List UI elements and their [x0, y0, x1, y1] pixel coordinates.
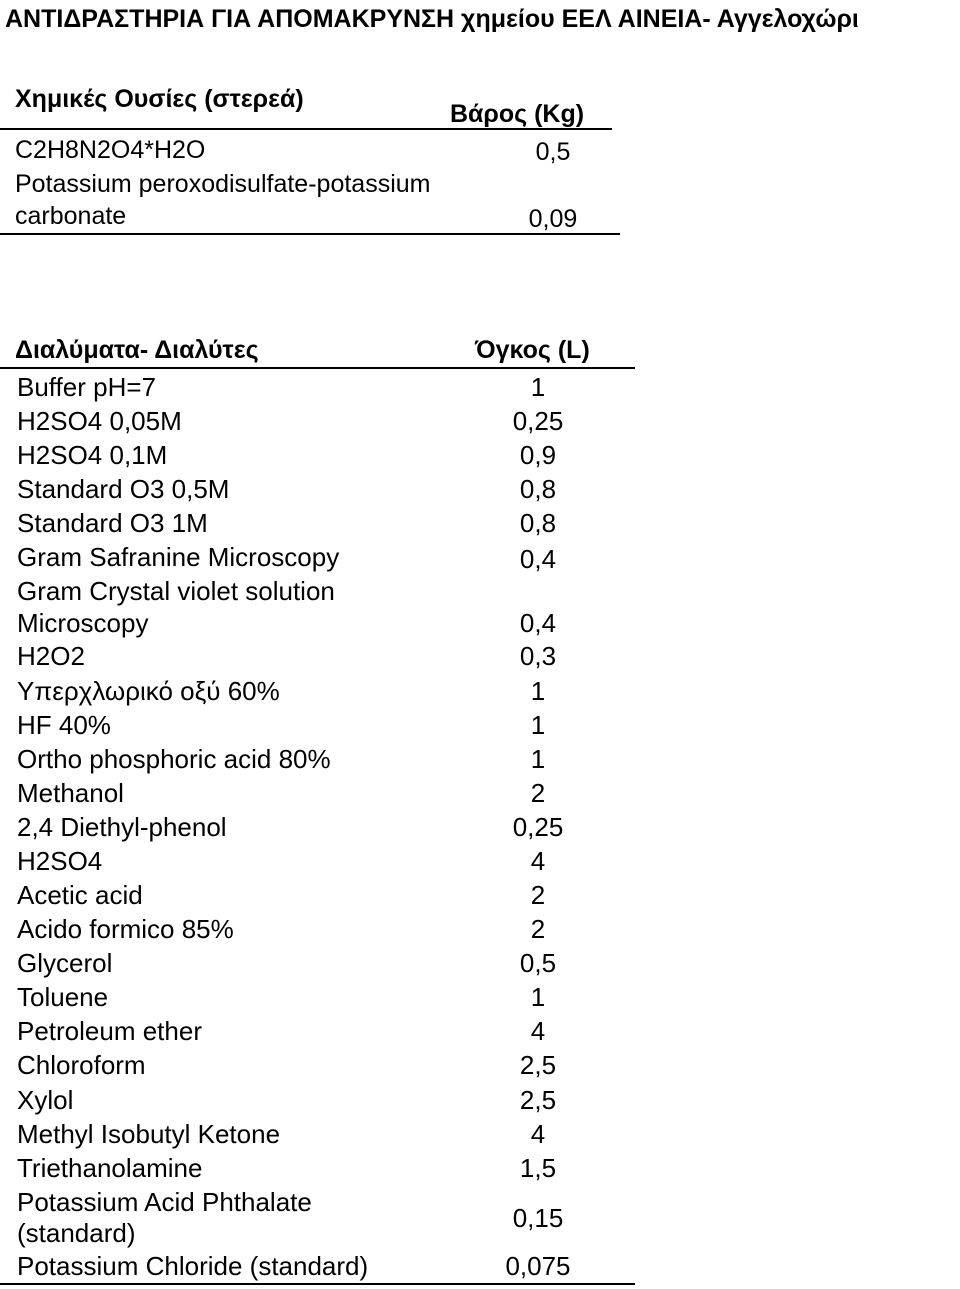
solutions-row-name: H2SO4 0,05M	[17, 406, 182, 436]
solutions-row-name: Acetic acid	[17, 880, 143, 910]
solutions-row-name-cont: (standard)	[17, 1218, 136, 1248]
solutions-row-value: 0,5	[519, 948, 557, 978]
solutions-row-name: Acido formico 85%	[17, 914, 234, 944]
solutions-section-label: Διαλύματα- Διαλύτες	[15, 336, 259, 364]
solutions-row-value: 0,075	[505, 1251, 571, 1281]
solutions-header-rule	[0, 367, 635, 369]
solutions-row-value: 1	[530, 982, 546, 1012]
solutions-row-value: 0,4	[519, 544, 557, 574]
solids-section-label: Χημικές Ουσίες (στερεά)	[15, 85, 304, 113]
solutions-row-name: Υπερχλωρικό οξύ 60%	[17, 676, 280, 706]
solutions-row-value: 0,8	[519, 474, 557, 504]
solutions-row-name: H2SO4 0,1M	[17, 440, 168, 470]
solutions-row-name: Triethanolamine	[17, 1153, 203, 1183]
solutions-row-name: Methanol	[17, 778, 124, 808]
solutions-row-value: 2,5	[519, 1085, 557, 1115]
solids-header-rule	[0, 128, 612, 130]
solutions-row-name: Ortho phosphoric acid 80%	[17, 744, 331, 774]
solutions-row-name: H2O2	[17, 641, 85, 671]
solutions-row-name: Buffer pH=7	[17, 372, 157, 402]
solutions-unit-header: Όγκος (L)	[475, 336, 590, 364]
solutions-row-name: Potassium Chloride (standard)	[17, 1251, 369, 1281]
solutions-row-value: 4	[530, 846, 546, 876]
solids-row-2-name-cont: carbonate	[15, 202, 127, 230]
solutions-row-name: Standard O3 1M	[17, 508, 208, 538]
solids-unit-header: Βάρος (Kg)	[450, 100, 585, 128]
solutions-row-value: 0,4	[519, 608, 557, 638]
solutions-row-name: 2,4 Diethyl-phenol	[17, 812, 227, 842]
solutions-row-value: 0,3	[519, 641, 557, 671]
solutions-row-name-cont: Microscopy	[17, 608, 149, 638]
solutions-row-value: 1	[530, 710, 546, 740]
solutions-bottom-rule	[0, 1283, 635, 1285]
solutions-row-value: 2	[530, 880, 546, 910]
solutions-row-name: Gram Safranine Microscopy	[17, 542, 340, 572]
solutions-row-value: 0,15	[512, 1203, 564, 1233]
solutions-row-value: 1	[530, 676, 546, 706]
solids-row-2-value: 0,09	[528, 205, 578, 233]
page-title: ΑΝΤΙΔΡΑΣΤΗΡΙΑ ΓΙΑ ΑΠΟΜΑΚΡΥΝΣΗ χημείου ΕΕΛ ΑΙΝΕΙΑ- Αγγελοχώρι	[5, 5, 859, 33]
solutions-row-value: 2	[530, 914, 546, 944]
solutions-row-value: 1	[530, 372, 546, 402]
solutions-row-value: 2	[530, 778, 546, 808]
solutions-row-name: Potassium Acid Phthalate	[17, 1187, 312, 1217]
solutions-row-name: Toluene	[17, 982, 109, 1012]
solutions-row-value: 0,9	[519, 440, 557, 470]
solutions-row-value: 0,8	[519, 508, 557, 538]
solutions-row-name: Xylol	[17, 1085, 74, 1115]
solutions-row-value: 4	[530, 1119, 546, 1149]
solids-row-1-value: 0,5	[535, 138, 571, 166]
solutions-row-name: Petroleum ether	[17, 1016, 202, 1046]
solutions-row-value: 1	[530, 744, 546, 774]
solutions-row-value: 4	[530, 1016, 546, 1046]
solutions-row-name: HF 40%	[17, 710, 111, 740]
solutions-row-name: Chloroform	[17, 1050, 146, 1080]
solutions-row-name: Methyl Isobutyl Ketone	[17, 1119, 281, 1149]
solutions-row-name: Glycerol	[17, 948, 113, 978]
solutions-row-name: H2SO4	[17, 846, 103, 876]
solutions-row-value: 0,25	[512, 406, 564, 436]
solutions-row-value: 2,5	[519, 1050, 557, 1080]
solutions-row-name: Standard O3 0,5M	[17, 474, 230, 504]
solids-row-1-name: C2H8N2O4*H2O	[15, 136, 206, 164]
solutions-row-name: Gram Crystal violet solution	[17, 576, 335, 606]
solids-bottom-rule	[0, 233, 620, 235]
solutions-row-value: 0,25	[512, 812, 564, 842]
solutions-row-value: 1,5	[519, 1153, 557, 1183]
solids-row-2-name: Potassium peroxodisulfate-potassium	[15, 170, 431, 198]
